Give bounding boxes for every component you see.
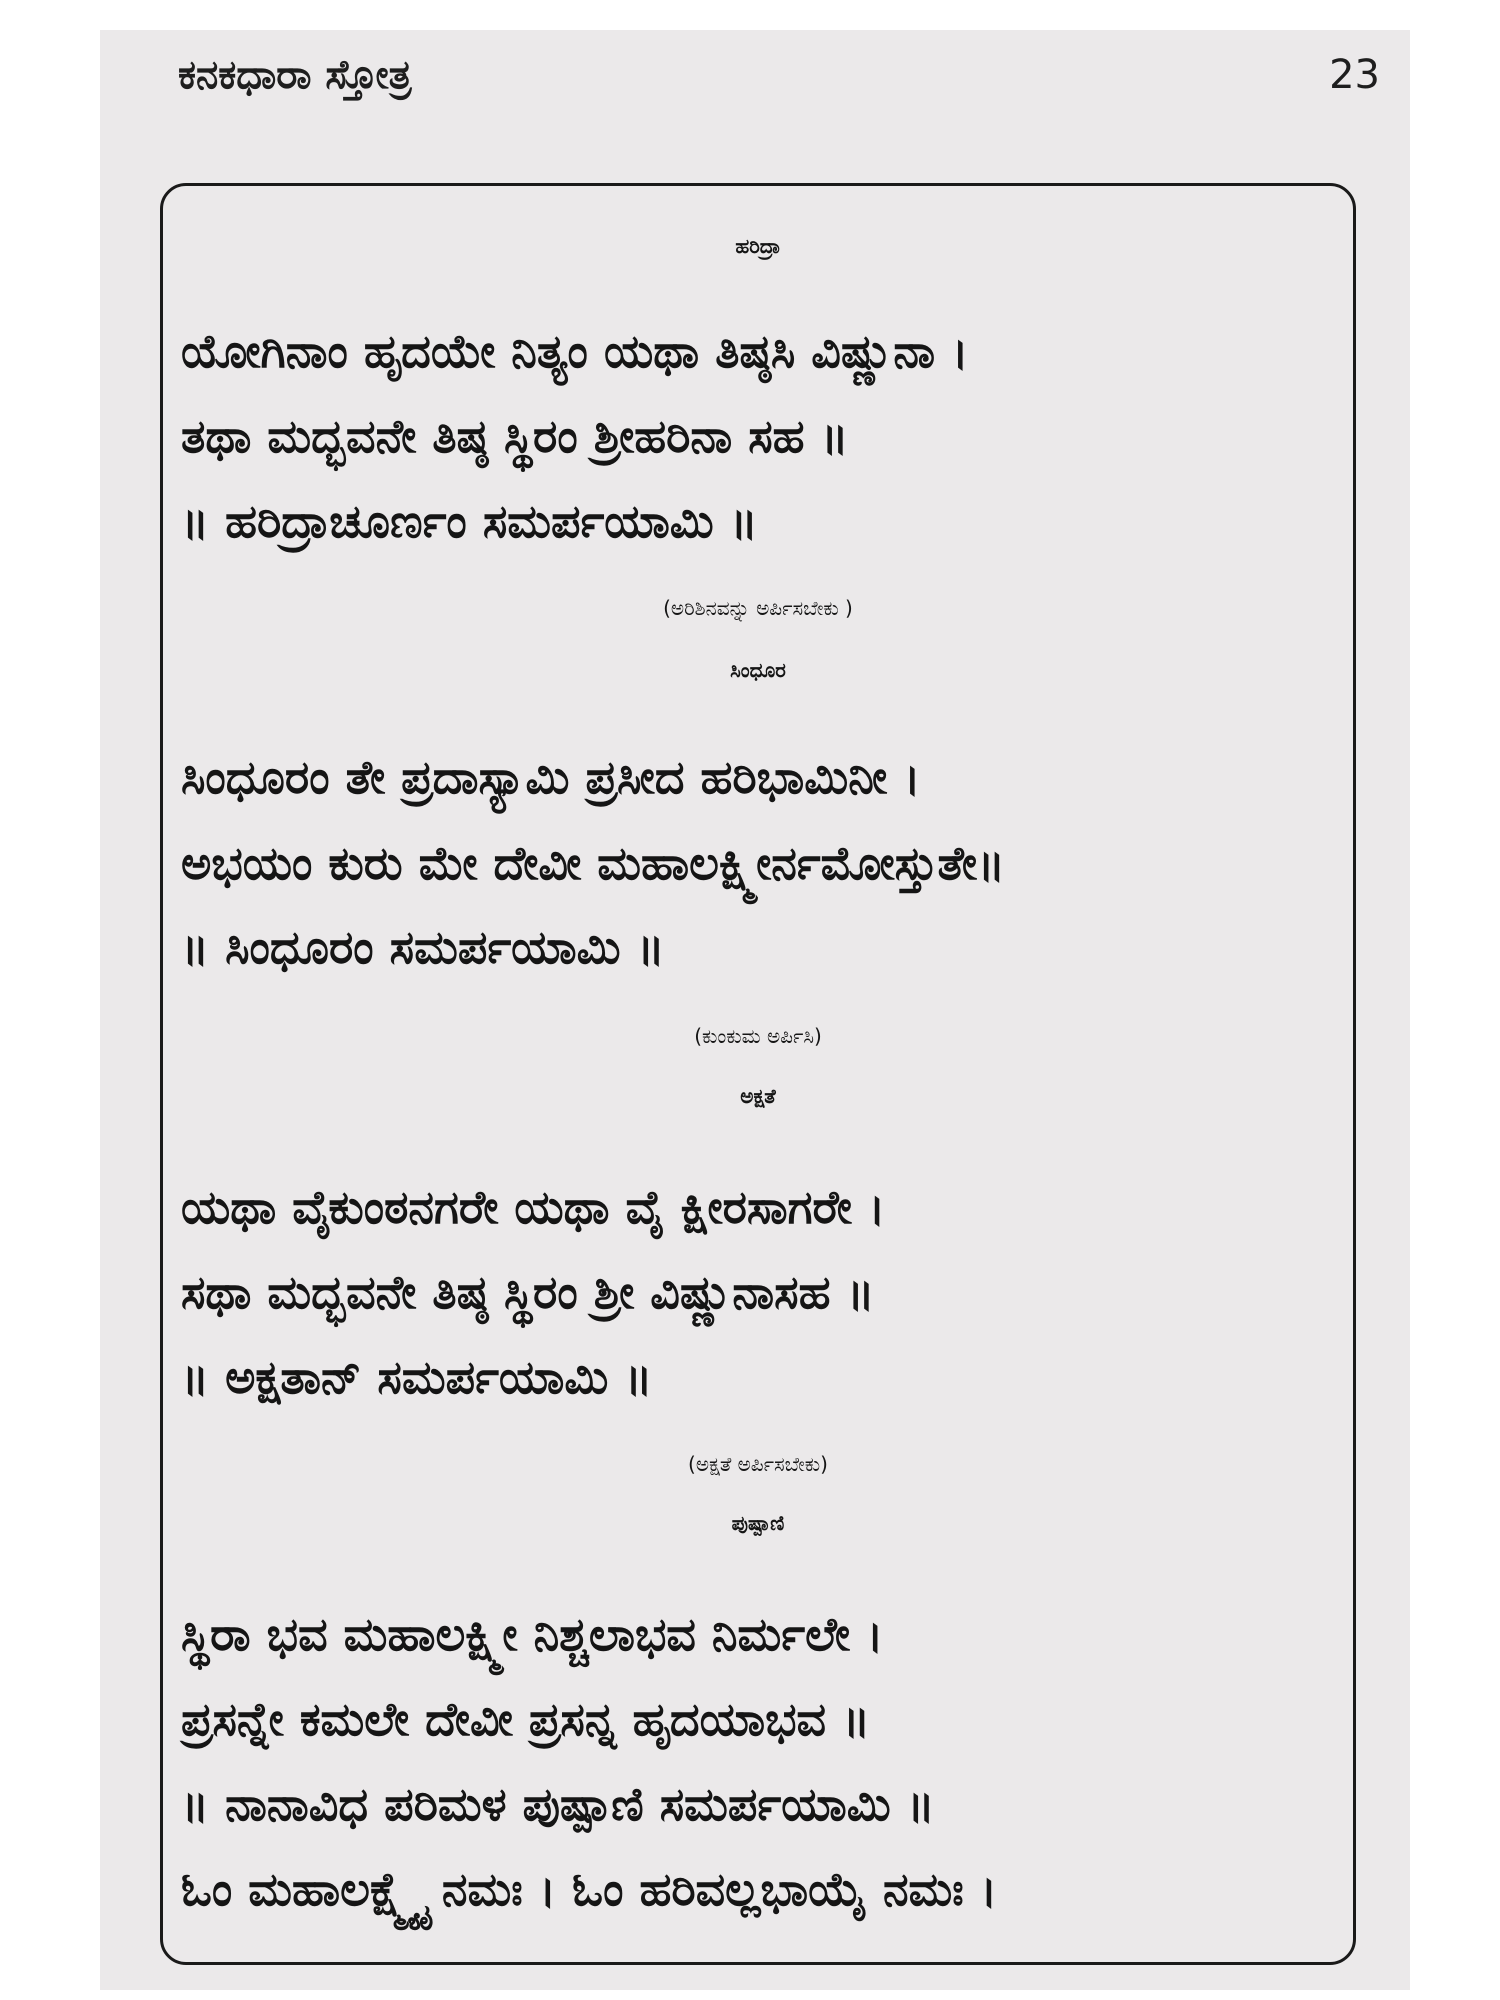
instruction-note: (ಕುಂಕುಮ ಅರ್ಪಿಸಿ) <box>694 1024 822 1048</box>
verse-line: ಪ್ರಸನ್ನೇ ಕಮಲೇ ದೇವೀ ಪ್ರಸನ್ನ ಹೃದಯಾಭವ ॥ <box>181 1692 871 1746</box>
page-number: 23 <box>1329 52 1380 98</box>
verse-line: ಯೋಗಿನಾಂ ಹೃದಯೇ ನಿತ್ಯಂ ಯಥಾ ತಿಷ್ಠಸಿ ವಿಷ್ಣುನಾ । <box>181 324 969 378</box>
section-heading-akshate: ಅಕ್ಷತೆ <box>740 1084 776 1108</box>
instruction-note: (ಅಕ್ಷತೆ ಅರ್ಪಿಸಬೇಕು) <box>688 1452 828 1476</box>
verse-line: ಸ್ಥಿರಾ ಭವ ಮಹಾಲಕ್ಷ್ಮೀ ನಿಶ್ಚಲಾಭವ ನಿರ್ಮಲೇ । <box>181 1607 884 1661</box>
instruction-note: (ಅರಿಶಿನವನ್ನು ಅರ್ಪಿಸಬೇಕು ) <box>663 596 853 620</box>
mantra-line: ಓಂ ಮಹಾಲಕ್ಷ್ಮ್ಯೈ ನಮಃ । ಓಂ ಹರಿವಲ್ಲಭಾಯೈ ನಮಃ । <box>181 1862 998 1916</box>
offering-line: ॥ ನಾನಾವಿಧ ಪರಿಮಳ ಪುಷ್ಪಾಣಿ ಸಮರ್ಪಯಾಮಿ ॥ <box>181 1777 935 1831</box>
content-frame <box>160 183 1356 1965</box>
verse-line: ಸಥಾ ಮದ್ಭವನೇ ತಿಷ್ಠ ಸ್ಥಿರಂ ಶ್ರೀ ವಿಷ್ಣುನಾಸಹ ॥ <box>181 1265 875 1319</box>
verse-line: ತಥಾ ಮದ್ಭವನೇ ತಿಷ್ಠ ಸ್ಥಿರಂ ಶ್ರೀಹರಿನಾ ಸಹ ॥ <box>181 409 849 463</box>
verse-line: ಸಿಂಧೂರಂ ತೇ ಪ್ರದಾಸ್ಯಾಮಿ ಪ್ರಸೀದ ಹರಿಭಾಮಿನೀ । <box>181 750 921 804</box>
section-heading-haridra: ಹರಿದ್ರಾ <box>735 234 781 258</box>
verse-line: ಅಭಯಂ ಕುರು ಮೇ ದೇವೀ ಮಹಾಲಕ್ಷ್ಮೀರ್ನಮೋಸ್ತುತೇ॥ <box>181 836 1006 890</box>
section-heading-pushpani: ಪುಷ್ಪಾಣಿ <box>731 1511 785 1535</box>
offering-line: ॥ ಅಕ್ಷತಾನ್ ಸಮರ್ಪಯಾಮಿ ॥ <box>181 1350 653 1404</box>
verse-line: ಯಥಾ ವೈಕುಂಠನಗರೇ ಯಥಾ ವೈ ಕ್ಷೀರಸಾಗರೇ । <box>181 1180 886 1234</box>
offering-line: ॥ ಹರಿದ್ರಾಚೂರ್ಣಂ ಸಮರ್ಪಯಾಮಿ ॥ <box>181 494 758 548</box>
running-header-title: ಕನಕಧಾರಾ ಸ್ತೋತ್ರ <box>178 52 412 98</box>
offering-line: ॥ ಸಿಂಧೂರಂ ಸಮರ್ಪಯಾಮಿ ॥ <box>181 920 665 974</box>
section-heading-sindhura: ಸಿಂಧೂರ <box>730 658 786 682</box>
